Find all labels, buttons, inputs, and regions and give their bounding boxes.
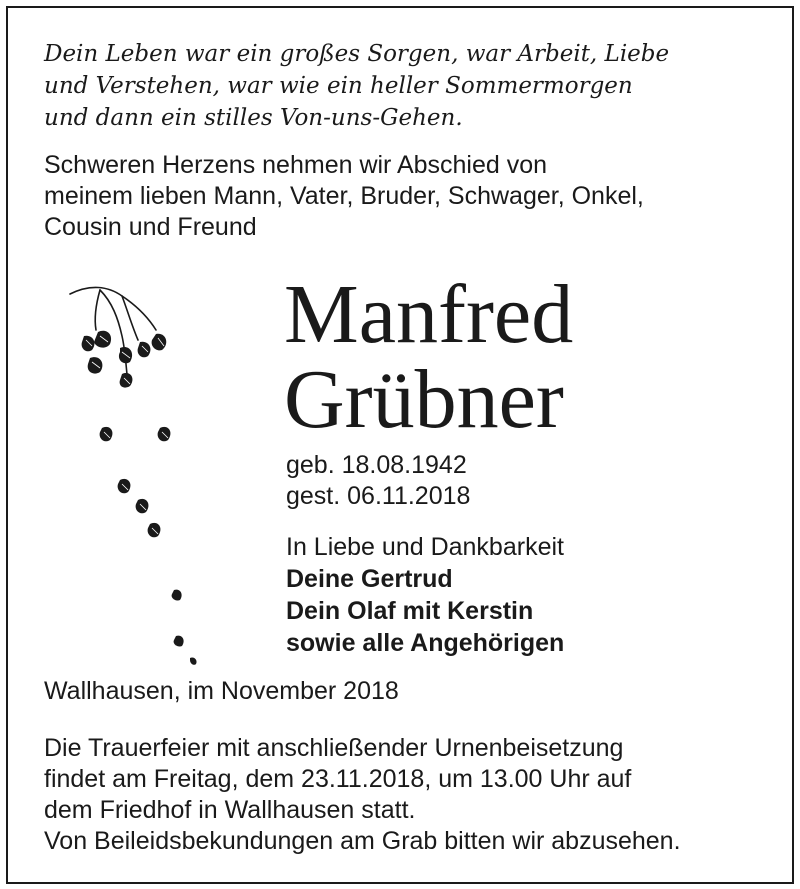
- notice-line: Von Beileidsbekundungen am Grab bitten wir abzusehen.: [44, 827, 681, 855]
- leaf: [82, 336, 95, 352]
- leaf: [174, 636, 184, 647]
- notice-line: Die Trauerfeier mit anschließender Urnenbeisetzung: [44, 734, 624, 762]
- mourner-name: Deine Gertrud: [286, 565, 453, 593]
- mourner-name: sowie alle Angehörigen: [286, 629, 565, 657]
- leaf: [152, 334, 167, 351]
- leaf: [88, 357, 103, 373]
- life-dates: [286, 450, 470, 512]
- mourner-name: Dein Olaf mit Kerstin: [286, 597, 534, 625]
- first-name: Manfred: [284, 268, 574, 361]
- funeral-notice: [44, 733, 774, 857]
- mourners-intro: In Liebe und Dankbarkeit: [286, 533, 564, 561]
- intro-line: Cousin und Freund: [44, 213, 257, 241]
- leaf-group: [82, 331, 197, 665]
- leaf: [172, 590, 182, 601]
- notice-line: findet am Freitag, dem 23.11.2018, um 13.00 Uhr auf: [44, 765, 632, 793]
- farewell-intro: [44, 150, 764, 243]
- intro-line: Schweren Herzens nehmen wir Abschied von: [44, 151, 548, 179]
- place-and-date: Wallhausen, im November 2018: [44, 677, 399, 705]
- poem-line: und Verstehen, war wie ein heller Sommermorgen: [44, 73, 633, 99]
- poem-line: und dann ein stilles Von-uns-Gehen.: [44, 105, 463, 131]
- birth-date: geb. 18.08.1942: [286, 451, 467, 479]
- leaf: [138, 342, 151, 358]
- branch-stem: [95, 290, 100, 330]
- last-name: Grübner: [284, 353, 564, 446]
- mourners-block: [286, 531, 564, 659]
- deceased-name: [284, 268, 574, 446]
- intro-line: meinem lieben Mann, Vater, Bruder, Schwager, Onkel,: [44, 182, 644, 210]
- death-date: gest. 06.11.2018: [286, 482, 471, 510]
- leaf: [94, 331, 111, 348]
- leaf: [190, 657, 197, 664]
- notice-line: dem Friedhof in Wallhausen statt.: [44, 796, 416, 824]
- memorial-poem: [44, 38, 764, 134]
- poem-line: Dein Leben war ein großes Sorgen, war Arbeit, Liebe: [44, 41, 670, 67]
- falling-leaves-icon: [60, 278, 210, 678]
